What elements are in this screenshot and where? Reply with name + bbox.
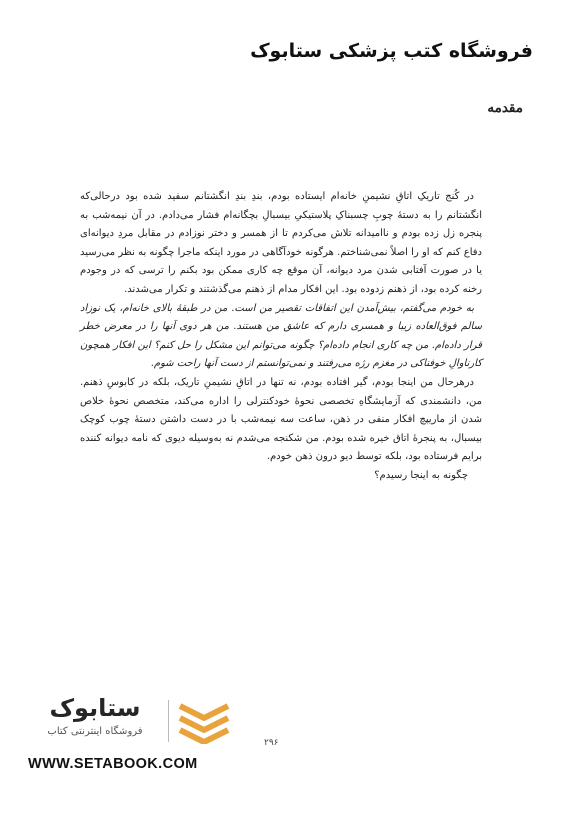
page-header-title: فروشگاه کتب پزشکی ستابوک bbox=[250, 40, 533, 62]
website-url[interactable]: WWW.SETABOOK.COM bbox=[28, 756, 198, 772]
logo-divider bbox=[168, 700, 169, 742]
paragraph: در کُنج تاریکِ اتاقِ نشیمنِ خانه‌ام ایستاده بودم، بندِ بندِ انگشتانم سفید شده بود درحالی‌که انگشتانم را به دستهٔ چوبِ چسبناکِ پلاستیکیِ بیسبالِ بچگانه‌ام فشار می‌دادم. در آن نیمه‌شب به پنجره زل زده بودم و ناامیدانه تلاش می‌کردم تا از همسر و دختر نوزادم در مقابل مردِ دیوانه‌ای دفاع کنم که او را اصلاً نمی‌شناختم. هرگونه خودآگاهی در مورد اینکه ماجرا چگونه به نظر می‌رسید یا در صورت آفتابی شدن مرد دیوانه، آن موقع چه کاری ممکن بود بکنم را ترسی که در وجودم رخنه کرده بود، از ذهنم زدوده بود. این افکار مدام از ذهنم می‌گذشتند و تکرار می‌شدند. bbox=[80, 191, 482, 295]
page-number: ۲۹۶ bbox=[264, 738, 279, 748]
paragraph-italic: به خودم می‌گفتم، بیش‌آمدن این اتفاقات تقصیر من است. من در طبقهٔ بالای خانه‌ام، یک نوزاد سالم فوق‌العاده زیبا و همسری دارم که عاشق من هستند. من هر دوی آنها را در معرض خطر قرار داده‌ام. من چه کاری انجام داده‌ام؟ چگونه می‌توانم این مشکل را حل کنم؟ این افکار همچون کارناوالِ خوفناکی در مغزم رژه می‌رفتند و نمی‌توانستم از دست آنها راحت شوم. bbox=[80, 302, 482, 370]
logo-wordmark: ستابوک bbox=[49, 694, 141, 722]
section-heading: مقدمه bbox=[487, 100, 523, 116]
logo-tagline: فروشگاه اینترنتی کتاب bbox=[47, 726, 143, 737]
setabook-logo bbox=[28, 694, 238, 746]
paragraph-closing-question: چگونه به اینجا رسیدم؟ bbox=[374, 469, 468, 481]
body-text bbox=[80, 188, 482, 486]
book-stack-icon bbox=[176, 698, 232, 744]
paragraph: درهرحال من اینجا بودم، گیر افتاده بودم، نه تنها در اتاقِ نشیمنِ تاریک، بلکه در کابوسِ ذهنم. من، دانشمندی که آزمایشگاهِ تخصصی نحوهٔ خودکنترلی را اداره می‌کند، متخصص نحوهٔ خلاص شدن از ماریپچ افکار منفی در ذهن، ساعت سه نیمه‌شب با در دست داشتن دستهٔ چوب کوچک بیسبال، به پنجرهٔ اتاق خیره شده بودم. من شکنجه می‌شدم نه به‌وسیله دیوی که نامه دیوانه کننده برایم فرستاده بود، بلکه توسط دیو درون ذهن خودم. bbox=[80, 376, 482, 463]
